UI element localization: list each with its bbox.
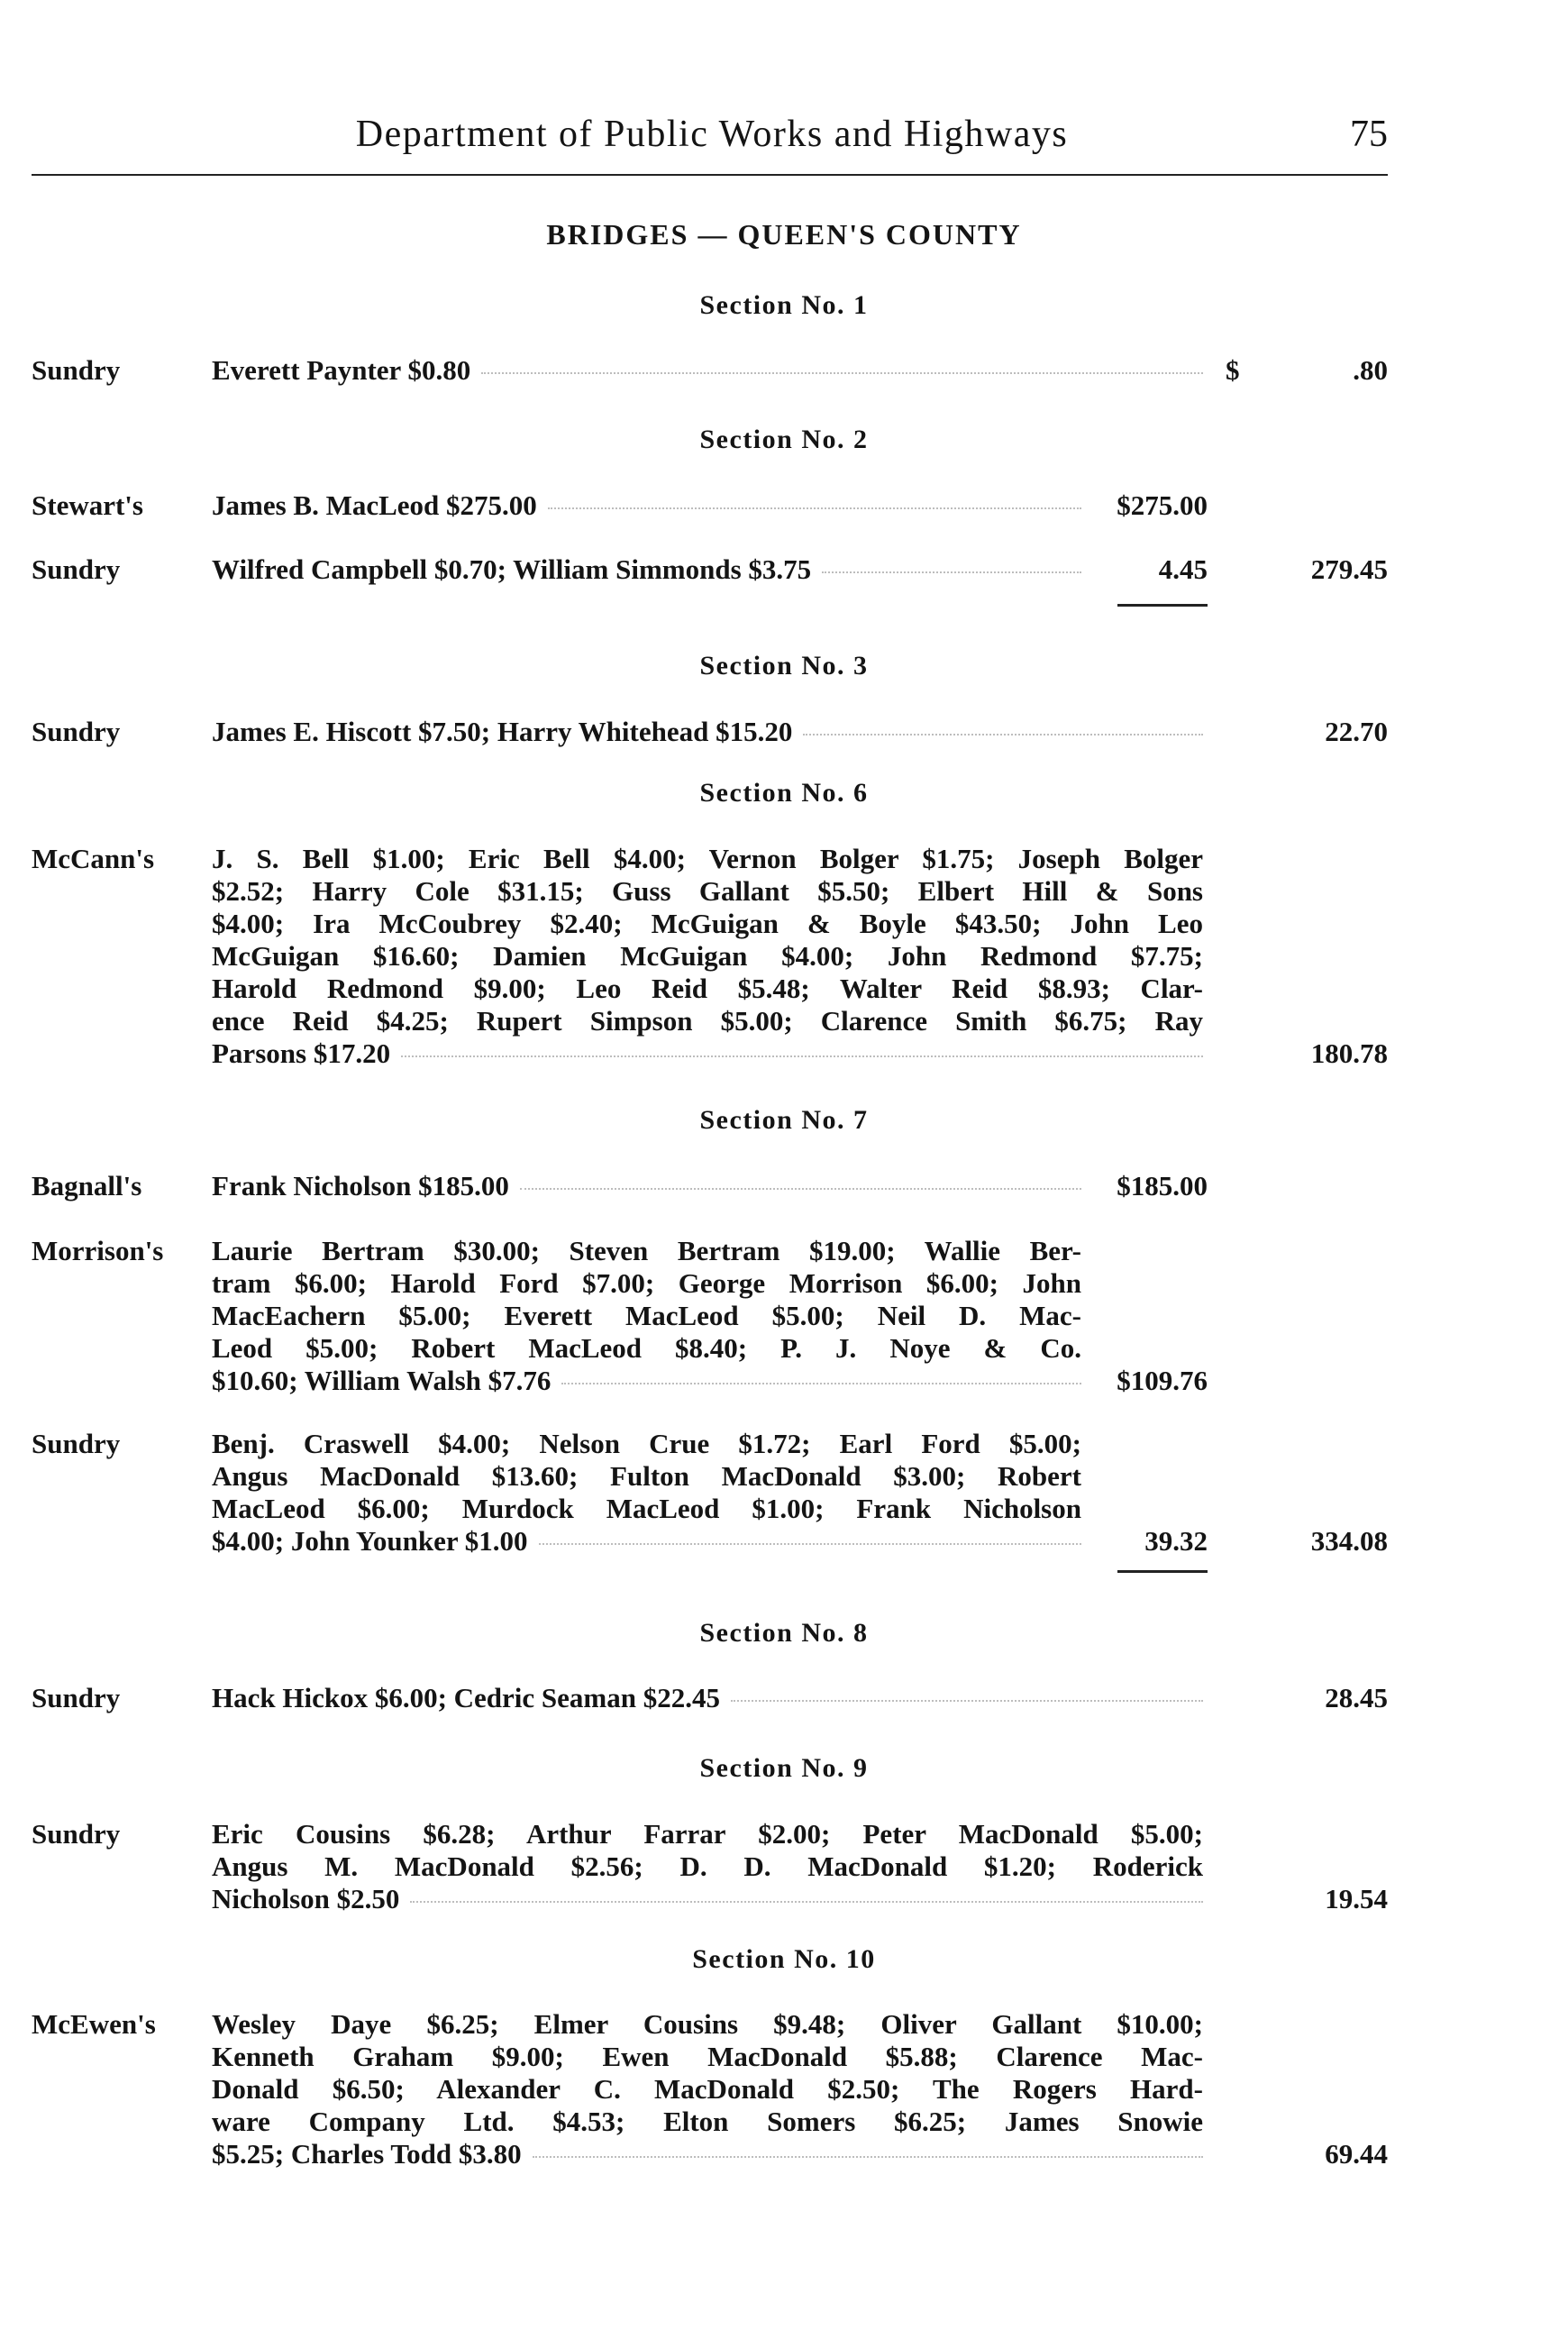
entry-line: ware Company Ltd. $4.53; Elton Somers $6.25; James Snowie bbox=[212, 2106, 1203, 2137]
entry-line: $4.00; Ira McCoubrey $2.40; McGuigan & Boyle $43.50; John Leo bbox=[212, 908, 1203, 939]
dot-leader bbox=[539, 1543, 1081, 1545]
entry-line: Frank Nicholson $185.00 bbox=[212, 1170, 509, 1202]
entry-last-line bbox=[212, 1682, 1203, 1714]
section-heading: Section No. 7 bbox=[699, 1105, 869, 1135]
entry-text bbox=[212, 843, 1203, 1070]
entry-last-line bbox=[212, 716, 1203, 748]
entry-text bbox=[212, 489, 1081, 522]
total-amount: 334.08 bbox=[1310, 1525, 1388, 1557]
entry-last-line bbox=[212, 354, 1203, 387]
entry-last-line bbox=[212, 1037, 1203, 1070]
section-heading: Section No. 2 bbox=[699, 425, 869, 454]
entry-label: Sundry bbox=[32, 1428, 121, 1459]
entry-line: Angus MacDonald $13.60; Fulton MacDonald $3.00; Robert bbox=[212, 1460, 1081, 1492]
entry-last-line bbox=[212, 553, 1081, 586]
entry-line: Hack Hickox $6.00; Cedric Seaman $22.45 bbox=[212, 1682, 720, 1713]
entry-text bbox=[212, 2008, 1203, 2170]
subtotal-amount: 4.45 bbox=[1158, 553, 1208, 585]
entry-label: Morrison's bbox=[32, 1235, 164, 1266]
entry-line: James E. Hiscott $7.50; Harry Whitehead $15.20 bbox=[212, 716, 793, 747]
section-heading: Section No. 6 bbox=[699, 778, 869, 808]
entry-last-line bbox=[212, 1883, 1203, 1915]
entry-line: McGuigan $16.60; Damien McGuigan $4.00; John Redmond $7.75; bbox=[212, 940, 1203, 972]
entry-line: Parsons $17.20 bbox=[212, 1037, 391, 1069]
total-amount: 19.54 bbox=[1325, 1883, 1388, 1914]
entry-last-line bbox=[212, 1525, 1081, 1558]
page-title: BRIDGES — QUEEN'S COUNTY bbox=[546, 218, 1022, 251]
total-amount: 180.78 bbox=[1310, 1037, 1388, 1069]
entry-text bbox=[212, 1235, 1081, 1397]
entry-line: $2.52; Harry Cole $31.15; Guss Gallant $5.50; Elbert Hill & Sons bbox=[212, 875, 1203, 907]
entry-label: Sundry bbox=[32, 553, 121, 585]
entry-line: Harold Redmond $9.00; Leo Reid $5.48; Walter Reid $8.93; Clar- bbox=[212, 973, 1203, 1004]
running-header bbox=[0, 113, 1568, 167]
entry-label: Bagnall's bbox=[32, 1170, 142, 1202]
entry-last-line bbox=[212, 1365, 1081, 1397]
dollar-sign: $ bbox=[1226, 354, 1240, 386]
dot-leader bbox=[520, 1188, 1081, 1190]
dot-leader bbox=[533, 2156, 1203, 2158]
entry-line: ence Reid $4.25; Rupert Simpson $5.00; Clarence Smith $6.75; Ray bbox=[212, 1005, 1203, 1037]
entry-line: Everett Paynter $0.80 bbox=[212, 354, 471, 386]
entry-line: Laurie Bertram $30.00; Steven Bertram $19.00; Wallie Ber- bbox=[212, 1235, 1081, 1266]
entry-line: Eric Cousins $6.28; Arthur Farrar $2.00; Peter MacDonald $5.00; bbox=[212, 1818, 1203, 1850]
dot-leader bbox=[410, 1901, 1203, 1903]
entry-text bbox=[212, 1170, 1081, 1202]
total-amount: 22.70 bbox=[1325, 716, 1388, 747]
entry-label: Stewart's bbox=[32, 489, 143, 521]
header-rule bbox=[32, 174, 1388, 176]
dot-leader bbox=[548, 507, 1081, 509]
total-amount: 279.45 bbox=[1310, 553, 1388, 585]
dot-leader bbox=[481, 372, 1203, 374]
entry-line: Angus M. MacDonald $2.56; D. D. MacDonald $1.20; Roderick bbox=[212, 1850, 1203, 1882]
section-heading: Section No. 10 bbox=[692, 1944, 876, 1974]
page-number: 75 bbox=[1350, 114, 1388, 155]
total-amount: 28.45 bbox=[1325, 1682, 1388, 1713]
subtotal-amount: $185.00 bbox=[1117, 1170, 1208, 1202]
entry-label: Sundry bbox=[32, 1818, 121, 1850]
entry-line: Leod $5.00; Robert MacLeod $8.40; P. J. Noye & Co. bbox=[212, 1332, 1081, 1364]
entry-line: $4.00; John Younker $1.00 bbox=[212, 1525, 528, 1557]
running-title: Department of Public Works and Highways bbox=[355, 114, 1069, 155]
section-heading: Section No. 3 bbox=[699, 651, 869, 681]
entry-last-line bbox=[212, 489, 1081, 522]
section-heading: Section No. 9 bbox=[699, 1753, 869, 1783]
dot-leader bbox=[803, 734, 1203, 736]
entry-line: Nicholson $2.50 bbox=[212, 1883, 400, 1914]
entry-label: Sundry bbox=[32, 354, 121, 386]
entry-line: Wilfred Campbell $0.70; William Simmonds $3.75 bbox=[212, 553, 812, 585]
entry-line: James B. MacLeod $275.00 bbox=[212, 489, 537, 521]
section-heading: Section No. 8 bbox=[699, 1618, 869, 1648]
dot-leader bbox=[731, 1700, 1203, 1702]
entry-label: Sundry bbox=[32, 1682, 121, 1713]
entry-text bbox=[212, 1818, 1203, 1915]
total-amount: 69.44 bbox=[1325, 2138, 1388, 2170]
total-amount: .80 bbox=[1353, 354, 1388, 386]
entry-line: $10.60; William Walsh $7.76 bbox=[212, 1365, 552, 1396]
entry-line: Benj. Craswell $4.00; Nelson Crue $1.72; Earl Ford $5.00; bbox=[212, 1428, 1081, 1459]
entry-text bbox=[212, 1428, 1081, 1558]
entry-line: tram $6.00; Harold Ford $7.00; George Morrison $6.00; John bbox=[212, 1267, 1081, 1299]
subtotal-amount: $275.00 bbox=[1117, 489, 1208, 521]
entry-text bbox=[212, 354, 1203, 387]
subtotal-amount: 39.32 bbox=[1144, 1525, 1208, 1557]
entry-label: McCann's bbox=[32, 843, 155, 874]
entry-line: Kenneth Graham $9.00; Ewen MacDonald $5.88; Clarence Mac- bbox=[212, 2041, 1203, 2072]
entry-last-line bbox=[212, 1170, 1081, 1202]
entry-text bbox=[212, 1682, 1203, 1714]
entry-line: J. S. Bell $1.00; Eric Bell $4.00; Vernon Bolger $1.75; Joseph Bolger bbox=[212, 843, 1203, 874]
entry-line: Donald $6.50; Alexander C. MacDonald $2.50; The Rogers Hard- bbox=[212, 2073, 1203, 2105]
section-heading: Section No. 1 bbox=[699, 290, 869, 320]
subtotal-amount: $109.76 bbox=[1117, 1365, 1208, 1396]
entry-last-line bbox=[212, 2138, 1203, 2170]
dot-leader bbox=[822, 571, 1081, 573]
subtotal-rule bbox=[1117, 604, 1208, 607]
entry-line: $5.25; Charles Todd $3.80 bbox=[212, 2138, 522, 2170]
dot-leader bbox=[561, 1383, 1081, 1384]
entry-text bbox=[212, 716, 1203, 748]
dot-leader bbox=[401, 1055, 1203, 1057]
entry-line: Wesley Daye $6.25; Elmer Cousins $9.48; Oliver Gallant $10.00; bbox=[212, 2008, 1203, 2040]
entry-text bbox=[212, 553, 1081, 586]
entry-label: McEwen's bbox=[32, 2008, 156, 2040]
entry-label: Sundry bbox=[32, 716, 121, 747]
entry-line: MacLeod $6.00; Murdock MacLeod $1.00; Frank Nicholson bbox=[212, 1493, 1081, 1524]
subtotal-rule bbox=[1117, 1570, 1208, 1573]
entry-line: MacEachern $5.00; Everett MacLeod $5.00; Neil D. Mac- bbox=[212, 1300, 1081, 1331]
